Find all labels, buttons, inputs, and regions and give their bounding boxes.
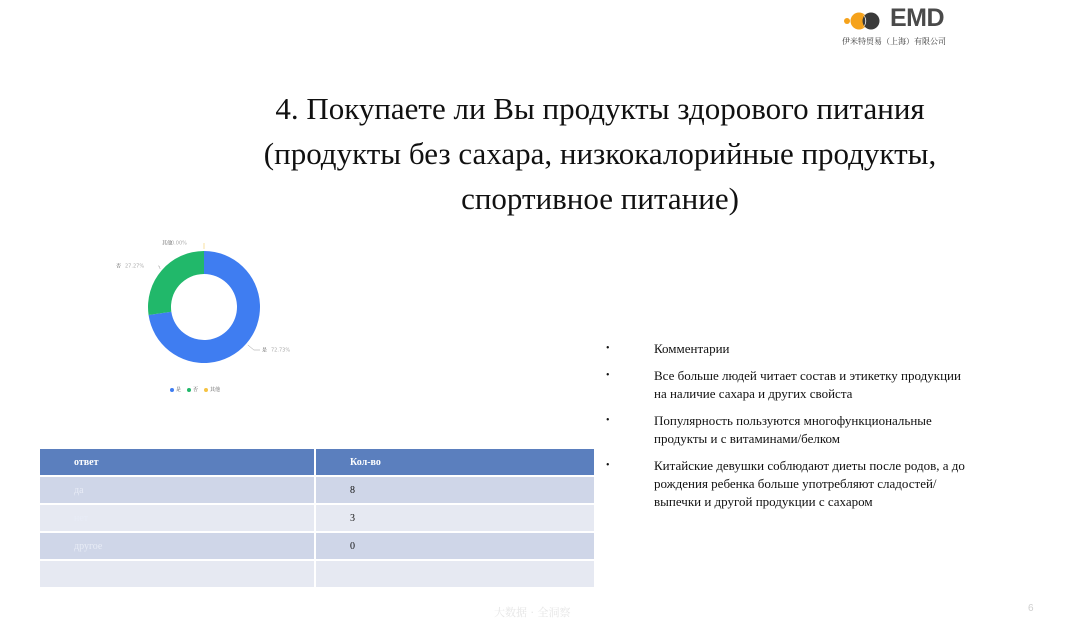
slice-percent-label: 0.00% [171, 240, 187, 247]
logo-mark-icon [842, 11, 882, 31]
chart-legend [170, 386, 220, 393]
legend-item [187, 386, 198, 393]
slide-title [200, 86, 1000, 221]
table-header-row [40, 449, 594, 477]
legend-label: 其他 [210, 387, 221, 393]
list-item [602, 412, 982, 448]
bullet-icon: • [606, 460, 610, 471]
list-item [602, 367, 982, 403]
footer-watermark: 大数据 · 全洞察 [494, 606, 571, 619]
table-cell [40, 533, 316, 559]
list-item [602, 457, 982, 511]
comment-text: Комментарии [654, 341, 730, 356]
slice-percent-label: 72.73% [271, 347, 291, 354]
answer-label: другое [74, 540, 103, 552]
answer-label: нет [74, 512, 89, 524]
legend-dot-icon [170, 388, 174, 392]
table-cell [40, 477, 316, 503]
legend-label: 否 [193, 387, 199, 393]
answer-label: да [74, 484, 84, 496]
slice-label: 是 [262, 347, 268, 354]
title-line: (продукты без сахара, низкокалорийные продукты, [263, 136, 937, 171]
table-header-cell: Кол-во [316, 449, 594, 475]
donut-chart [100, 230, 350, 410]
slice-label: 否 [116, 263, 122, 270]
slice-label: 其他 [162, 240, 173, 247]
logo-brand-text: EMD [890, 4, 945, 32]
table-row [40, 477, 594, 505]
company-logo [838, 4, 978, 48]
table-cell [40, 505, 316, 531]
table-cell: 3 [316, 505, 594, 531]
comment-text: Все больше людей читает состав и этикетку продукции на наличие сахара и других свойста [654, 368, 961, 401]
bullet-icon: • [606, 415, 610, 426]
legend-label: 是 [176, 387, 182, 393]
donut-slice [148, 251, 204, 315]
label-leader-line [158, 266, 160, 269]
title-line: спортивное питание) [461, 181, 739, 216]
comments-list [602, 340, 982, 520]
answers-table [40, 449, 594, 589]
legend-dot-icon [187, 388, 191, 392]
table-row [40, 561, 594, 589]
comment-text: Китайские девушки соблюдают диеты после родов, а до рождения ребенка больше употребляют сладостей/выпечки и другой продукции с сахаром [654, 458, 965, 509]
donut-chart-svg [100, 230, 350, 380]
table-row [40, 533, 594, 561]
table-row [40, 505, 594, 533]
legend-dot-icon [204, 388, 208, 392]
label-leader-line [248, 345, 260, 350]
list-item [602, 340, 982, 358]
table-cell: 8 [316, 477, 594, 503]
table-cell [316, 561, 594, 587]
table-header-cell: ответ [40, 449, 316, 475]
legend-item [204, 386, 220, 393]
logo-company-name: 伊米特贸易（上海）有限公司 [842, 37, 946, 46]
bullet-icon: • [606, 343, 610, 354]
legend-item [170, 386, 181, 393]
page-number: 6 [1028, 603, 1034, 614]
comment-text: Популярность пользуются многофункциональные продукты и с витаминами/белком [654, 413, 932, 446]
table-cell [40, 561, 316, 587]
bullet-icon: • [606, 370, 610, 381]
slice-percent-label: 27.27% [125, 263, 145, 270]
table-cell: 0 [316, 533, 594, 559]
title-line: 4. Покупаете ли Вы продукты здорового питания [275, 91, 925, 126]
